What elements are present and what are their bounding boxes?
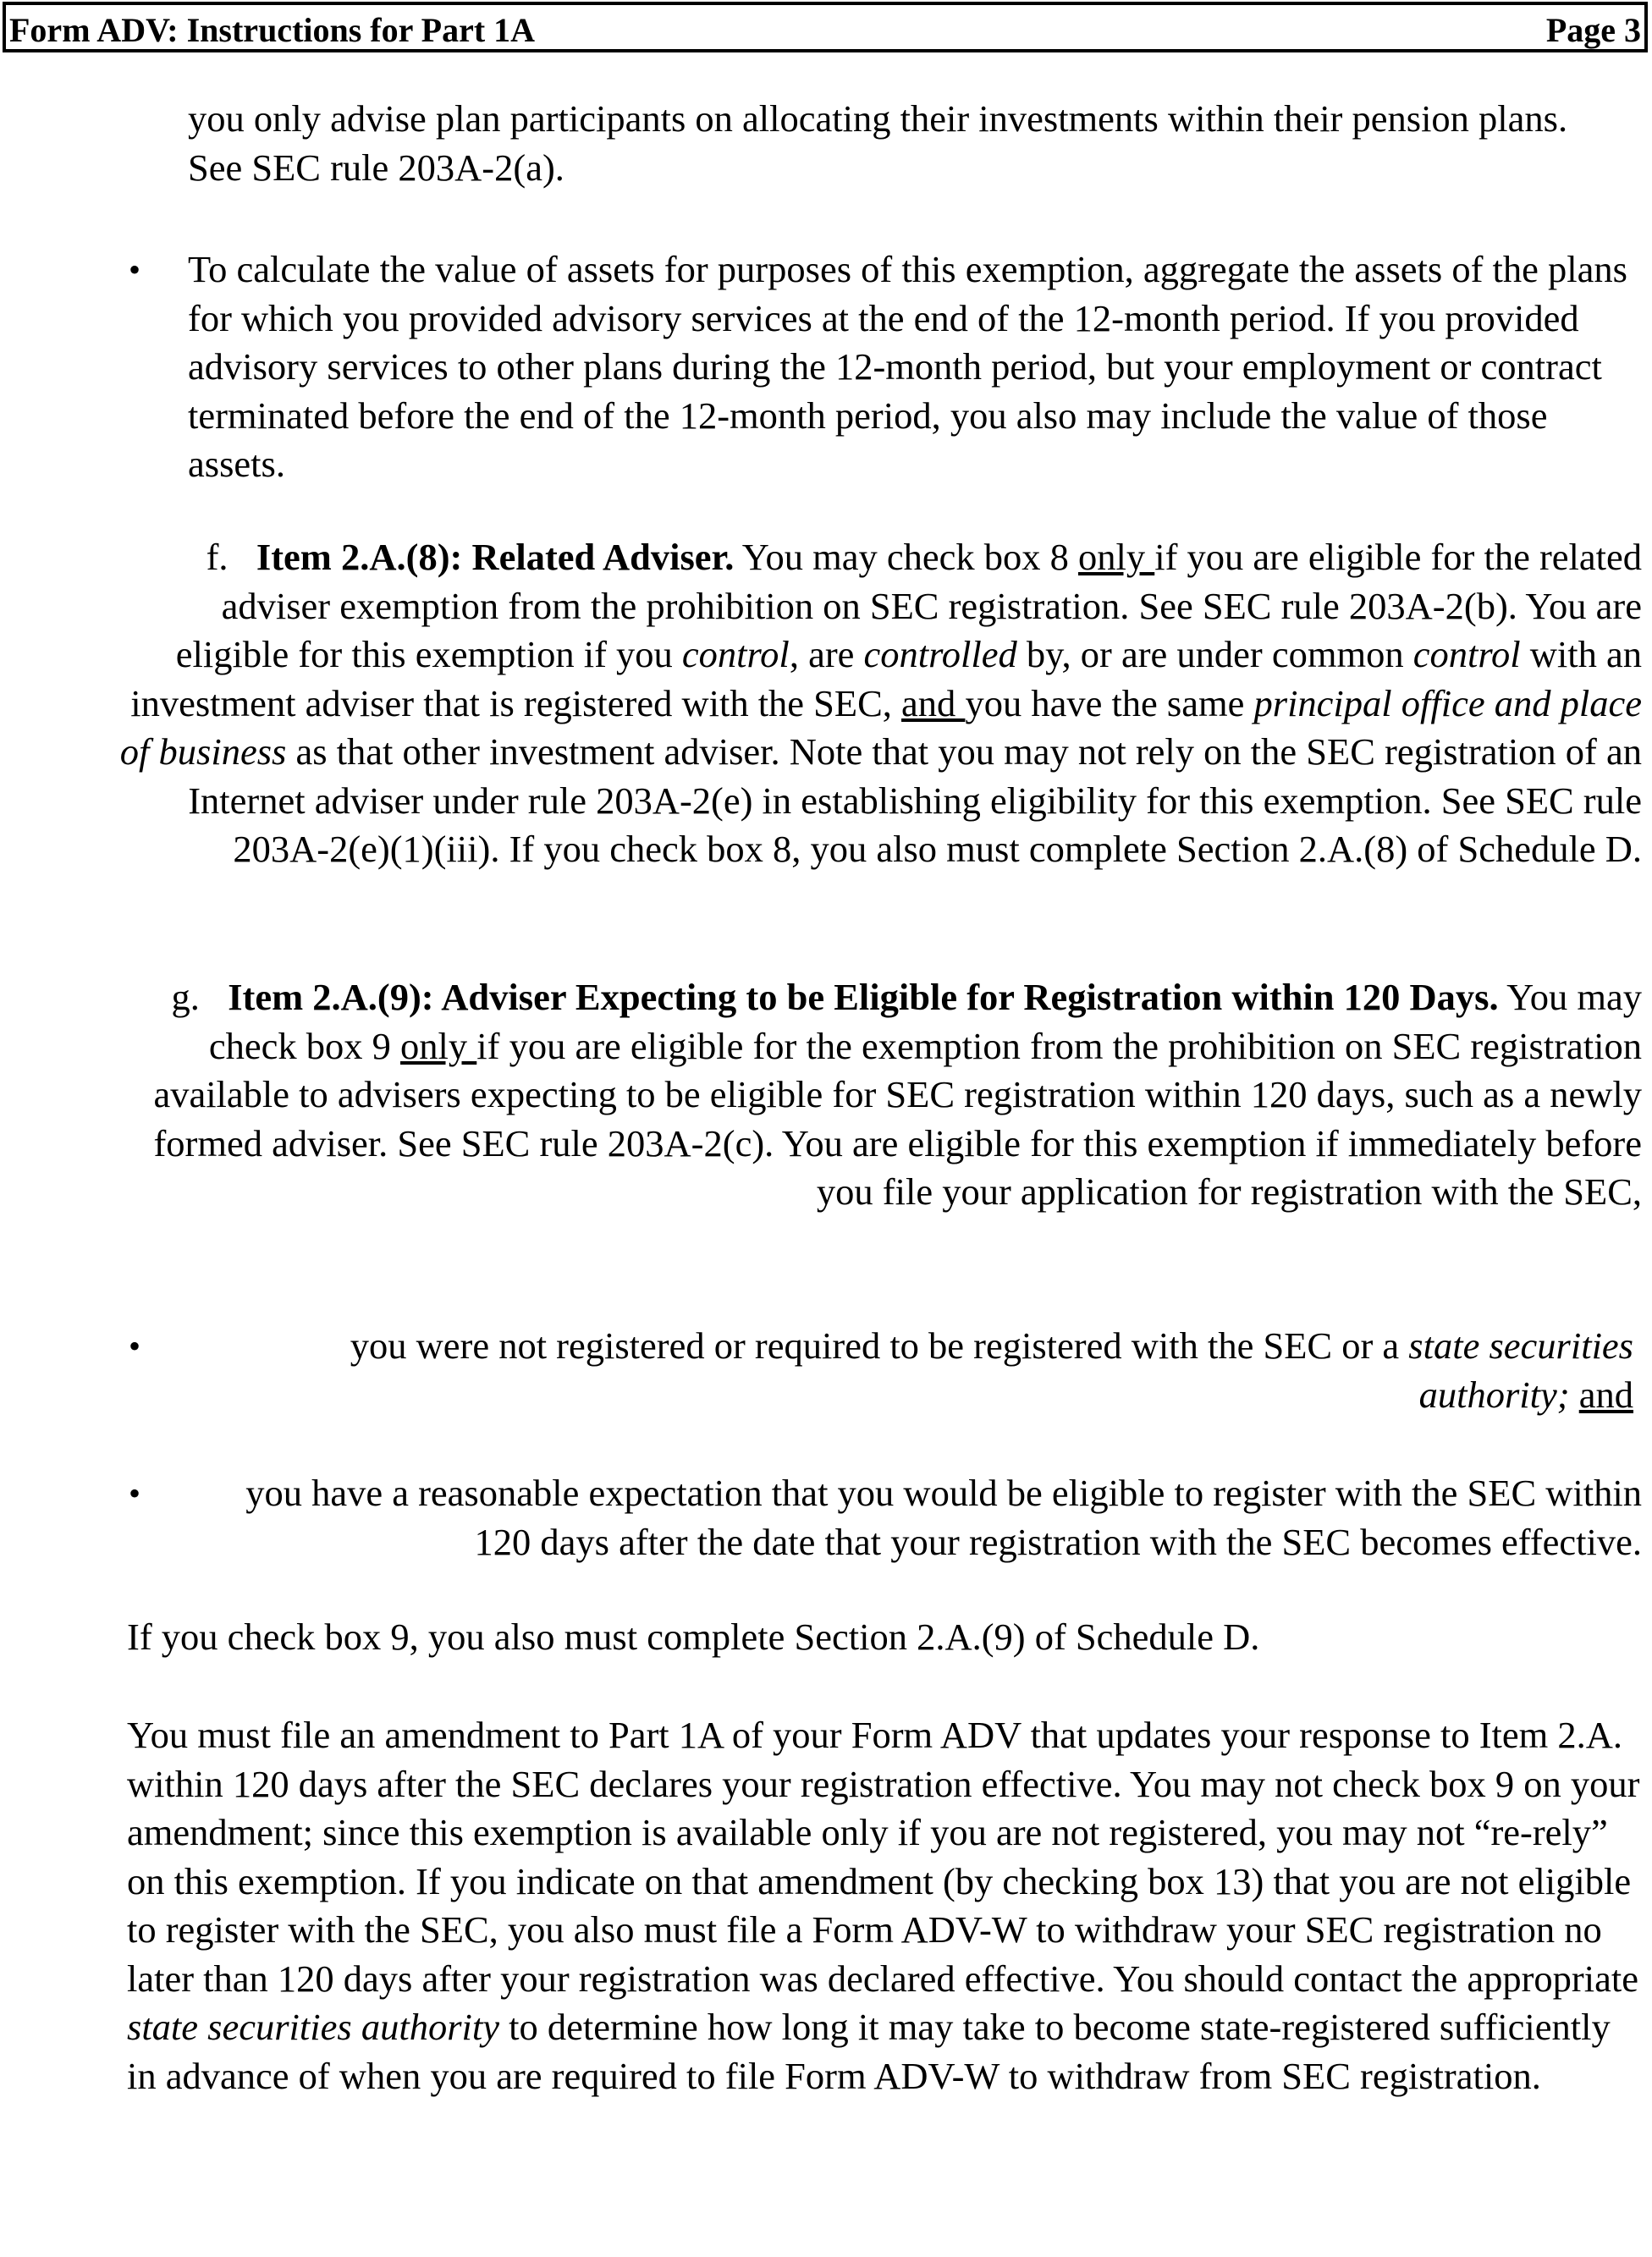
item-g-letter: g. — [171, 976, 200, 1018]
item-f-heading: Item 2.A.(8): Related Adviser. — [256, 536, 735, 578]
bullet-not-registered-text: you were not registered or required to be registered with the SEC or a state securities authority; and — [350, 1324, 1633, 1416]
item-g-heading: Item 2.A.(9): Adviser Expecting to be Eligible for Registration within 120 Days. — [228, 976, 1499, 1018]
bullet-assets-text: To calculate the value of assets for purposes of this exemption, aggregate the assets of the plans for which you provided advisory services at the end of the 12-month period. If you provided advisory services to other plans during the 12-month period, but your employment or contract terminated before the end of the 12-month period, you also may include the value of those assets. — [188, 248, 1627, 485]
item-f-letter: f. — [206, 536, 229, 578]
bullet-not-registered-marker: • — [129, 1327, 141, 1365]
intro-continuation: you only advise plan participants on allocating their investments within their pension plans. See SEC rule 203A-2(a). — [188, 97, 1568, 189]
box9-note: If you check box 9, you also must complete Section 2.A.(9) of Schedule D. — [127, 1616, 1260, 1658]
page-number: Page 3 — [1545, 11, 1641, 49]
bullet-expectation-marker: • — [129, 1474, 141, 1512]
item-g-paragraph: g. Item 2.A.(9): Adviser Expecting to be Eligible for Registration within 120 Days. You may check box 9 only if you are eligible for the exemption from the prohibition on SEC registration available to advisers expecting to be eligible for SEC registration within 120 days, such as a newly formed adviser. See SEC rule 203A-2(c). You are eligible for this exemption if immediately before you file your application for registration with the SEC, — [153, 976, 1642, 1213]
bullet-expectation-text: you have a reasonable expectation that you would be eligible to register with the SEC within 120 days after the date that your registration with the SEC becomes effective. — [245, 1472, 1642, 1563]
bullet-assets-marker: • — [129, 250, 141, 289]
item-f-paragraph: f. Item 2.A.(8): Related Adviser. You may check box 8 only if you are eligible for the related adviser exemption from the prohibition on SEC registration. See SEC rule 203A-2(b). You are eligible for this exemption if you control, are controlled by, or are under common control with an investment adviser that is registered with the SEC, and you have the same principal office and place of business as that other investment adviser. Note that you may not rely on the SEC registration of an Internet adviser under rule 203A-2(e) in establishing eligibility for this exemption. See SEC rule 203A-2(e)(1)(iii). If you check box 8, you also must complete Section 2.A.(8) of Schedule D. — [119, 536, 1642, 870]
page-header — [3, 2, 1648, 52]
amendment-paragraph: You must file an amendment to Part 1A of your Form ADV that updates your response to Item 2.A. within 120 days after the SEC declares your registration effective. You may not check box 9 on your amendment; since this exemption is available only if you are not registered, you may not “re-rely” on this exemption. If you indicate on that amendment (by checking box 13) that you are not eligible to register with the SEC, you also must file a Form ADV-W to withdraw your SEC registration no later than 120 days after your registration was declared effective. You should contact the appropriate state securities authority to determine how long it may take to become state-registered sufficiently in advance of when you are required to file Form ADV-W to withdraw from SEC registration. — [127, 1714, 1640, 2097]
document-title: Form ADV: Instructions for Part 1A — [9, 11, 536, 49]
